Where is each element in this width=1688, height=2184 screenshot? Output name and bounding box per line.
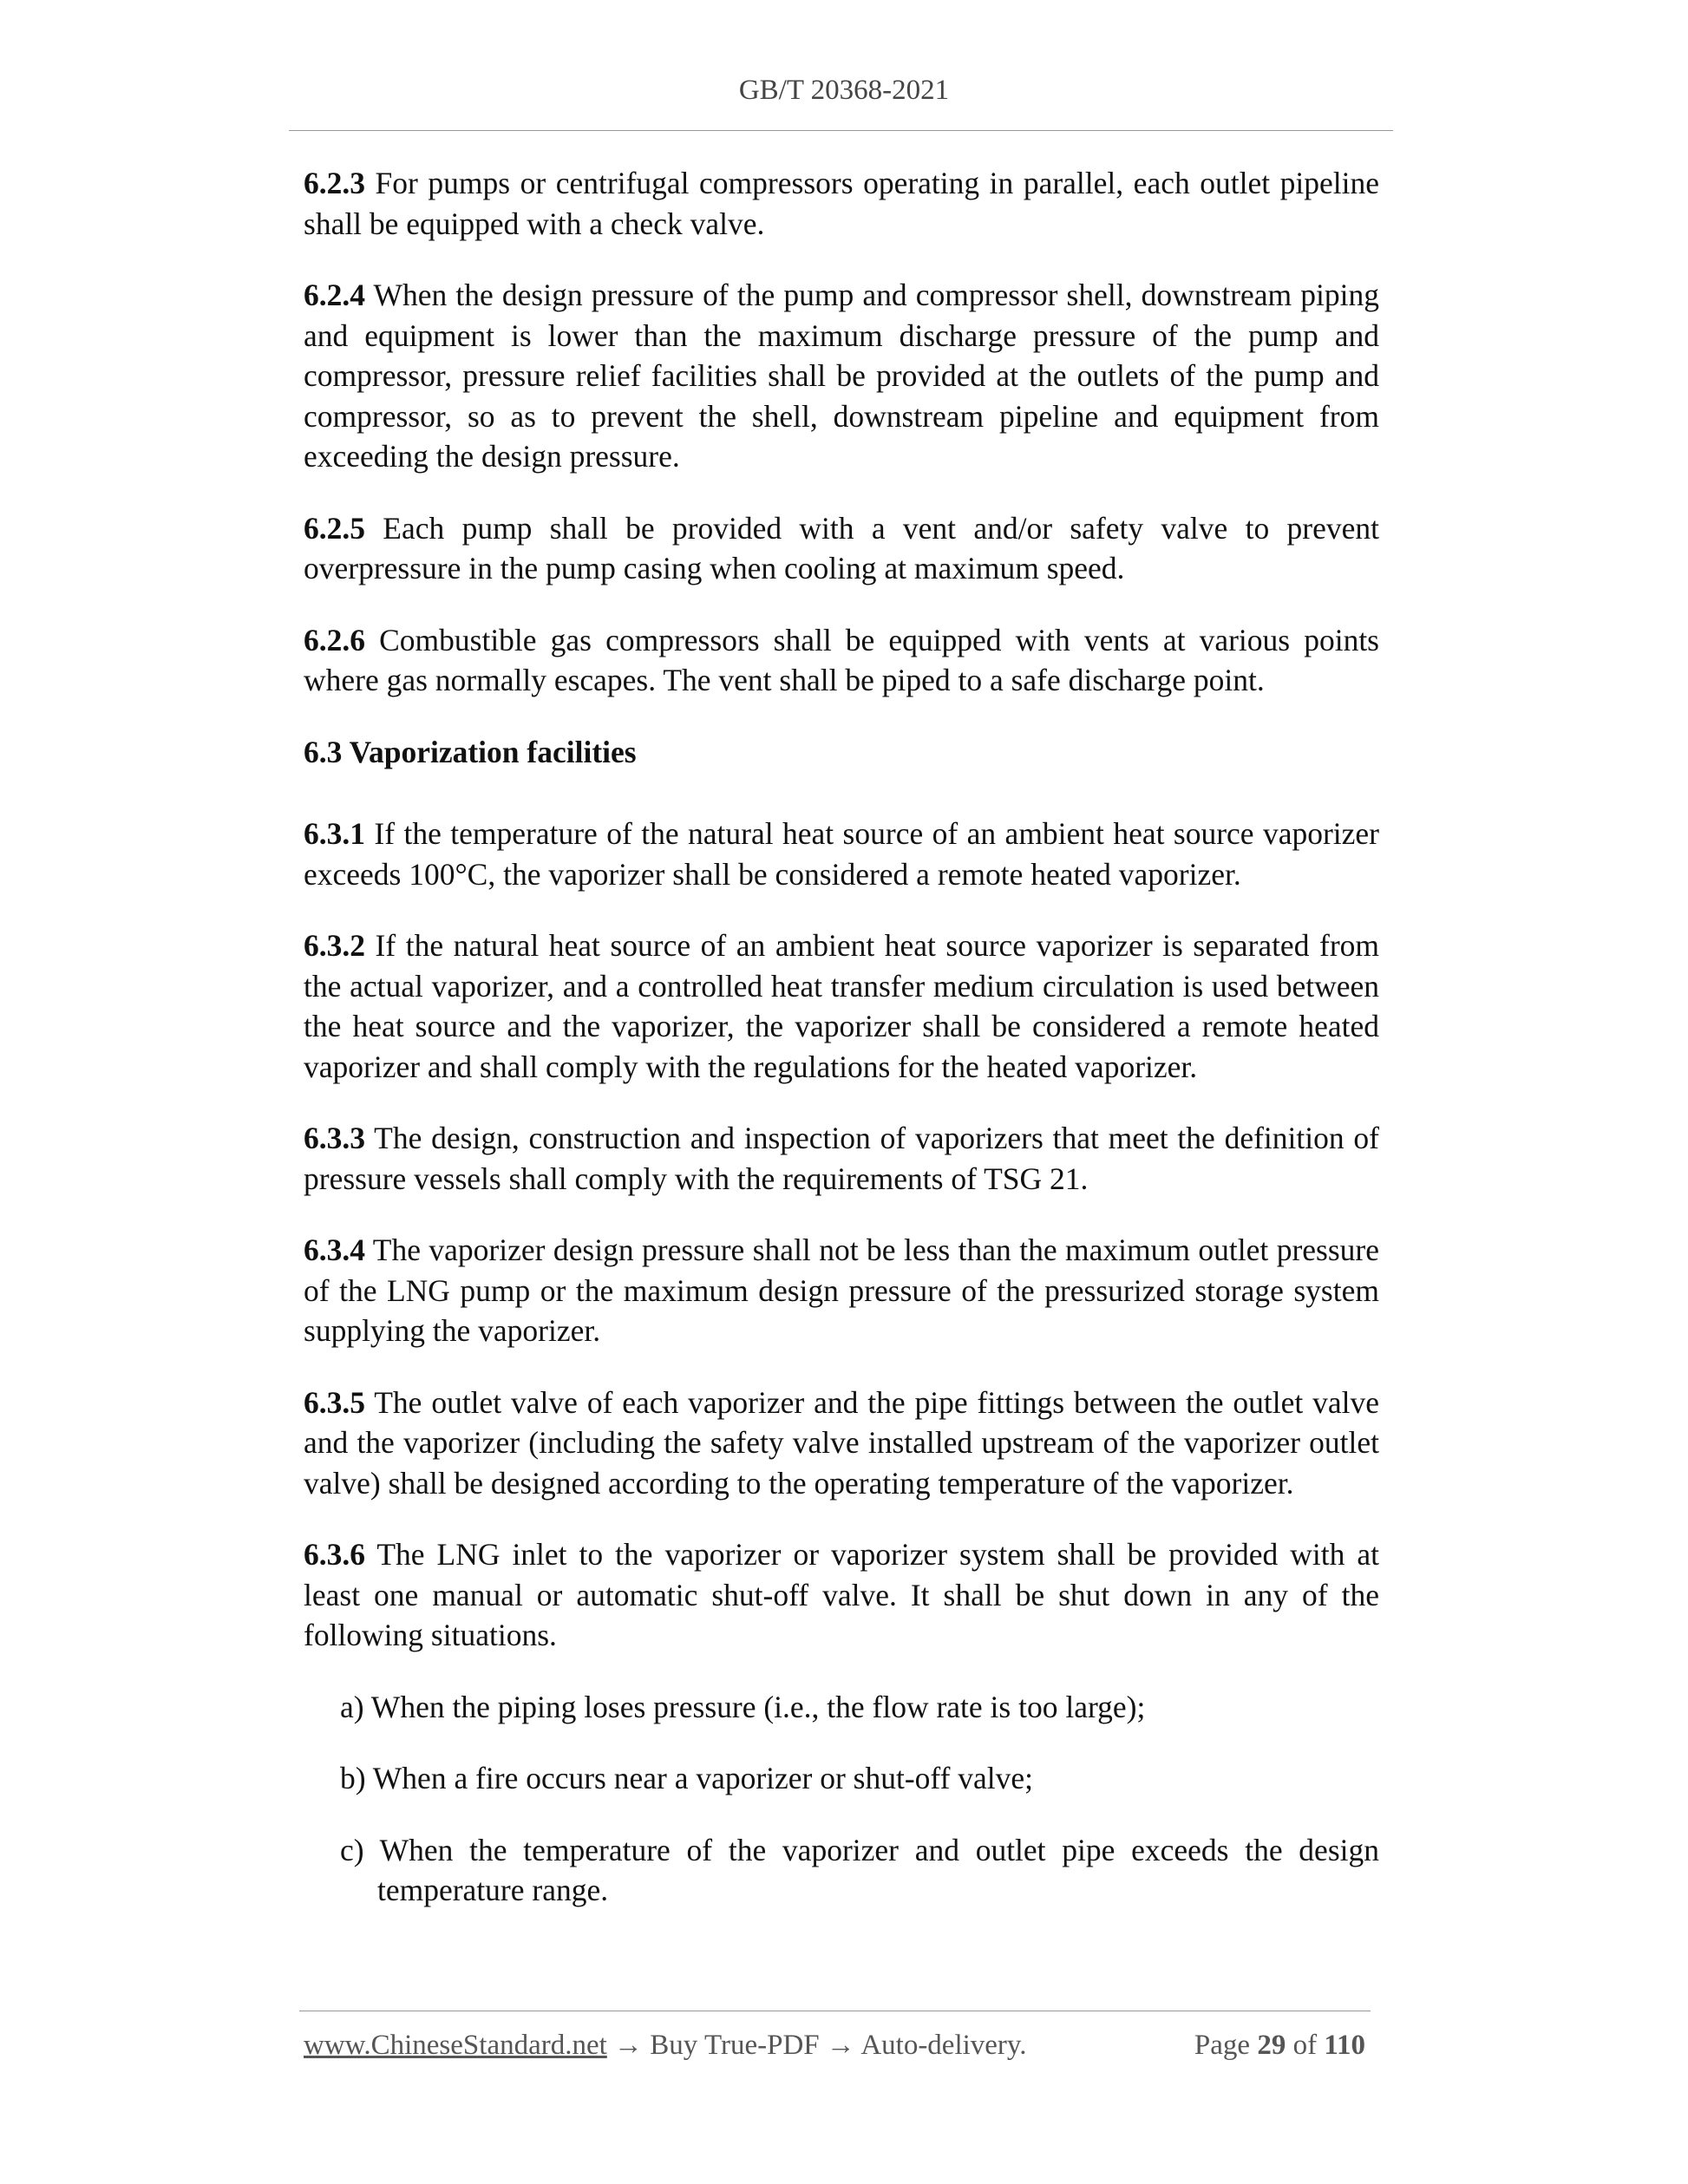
- clause-number: 6.3.2: [304, 928, 365, 963]
- buy-pdf-text: Buy True-PDF: [650, 2030, 820, 2061]
- clause-number: 6.3.3: [304, 1121, 365, 1155]
- clause-text: The vaporizer design pressure shall not be less than the maximum outlet pressure of the LNG pump or the maximum design pressure of the pressurized storage system supplying the vaporizer.: [304, 1233, 1379, 1348]
- page-of: of: [1292, 2030, 1318, 2061]
- clause-6-3-1: [304, 814, 1379, 894]
- auto-delivery-text: Auto-delivery.: [860, 2030, 1027, 2061]
- clause-text: For pumps or centrifugal compressors operating in parallel, each outlet pipeline shall be equipped with a check valve.: [304, 166, 1379, 241]
- clause-number: 6.3.4: [304, 1233, 365, 1267]
- arrow-icon: →: [819, 2030, 861, 2061]
- footer-promo: [304, 2030, 1027, 2062]
- clause-6-2-5: [304, 508, 1379, 589]
- clause-number: 6.3.1: [304, 816, 365, 851]
- clause-6-2-6: [304, 620, 1379, 701]
- page-number: [1194, 2030, 1365, 2062]
- clause-number: 6.2.6: [304, 622, 365, 657]
- clause-6-3-5: [304, 1383, 1379, 1504]
- clause-text: If the natural heat source of an ambient heat source vaporizer is separated from the actual vaporizer, and a controlled heat transfer medium circulation is used between the heat source and the vaporizer, the vaporizer shall be considered a remote heated vaporizer and shall comply with the regulations for the heated vaporizer.: [304, 928, 1379, 1084]
- clause-6-2-4: [304, 275, 1379, 477]
- document-id: GB/T 20368-2021: [738, 75, 950, 106]
- page-current: 29: [1257, 2030, 1286, 2061]
- clause-text: The LNG inlet to the vaporizer or vaporizer system shall be provided with at least one manual or automatic shut-off valve. It shall be shut down in any of the following situations.: [304, 1537, 1379, 1652]
- clause-text: The design, construction and inspection of vaporizers that meet the definition of pressure vessels shall comply with the requirements of TSG 21.: [304, 1121, 1379, 1196]
- clause-text: The outlet valve of each vaporizer and the pipe fittings between the outlet valve and the vaporizer (including the safety valve installed upstream of the vaporizer outlet valve) shall be designed according to the operating temperature of the vaporizer.: [304, 1384, 1379, 1501]
- document-body: [304, 163, 1379, 1942]
- clause-number: 6.2.3: [304, 166, 365, 200]
- clause-text: If the temperature of the natural heat source of an ambient heat source vaporizer exceeds 100°C, the vaporizer shall be considered a remote heated vaporizer.: [304, 816, 1379, 892]
- website-link[interactable]: www.ChineseStandard.net: [304, 2030, 607, 2061]
- clause-6-2-3: [304, 163, 1379, 244]
- page-total: 110: [1324, 2030, 1365, 2061]
- clause-number: 6.3.6: [304, 1537, 365, 1572]
- list-item-c: c) When the temperature of the vaporizer and outlet pipe exceeds the design temperature range.: [340, 1832, 1379, 1907]
- clause-number: 6.2.4: [304, 278, 365, 312]
- clause-number: 6.2.5: [304, 510, 365, 546]
- list-item-b: b) When a fire occurs near a vaporizer or shut-off valve;: [340, 1761, 1034, 1795]
- list-item-a: a) When the piping loses pressure (i.e., the flow rate is too large);: [340, 1689, 1146, 1724]
- clause-text: Combustible gas compressors shall be equipped with vents at various points where gas normally escapes. The vent shall be piped to a safe discharge point.: [304, 622, 1379, 697]
- arrow-icon: →: [606, 2030, 651, 2061]
- clause-6-3-6: [304, 1534, 1379, 1656]
- clause-text: When the design pressure of the pump and compressor shell, downstream piping and equipment is lower than the maximum discharge pressure of the pump and compressor, pressure relief facilities shall be provided at the outlets of the pump and compressor, so as to prevent the shell, downstream pipeline and equipment from exceeding the design pressure.: [304, 278, 1379, 474]
- clause-text: Each pump shall be provided with a vent and/or safety valve to prevent overpressure in the pump casing when cooling at maximum speed.: [304, 510, 1379, 585]
- clause-6-3-2: [304, 925, 1379, 1087]
- clause-number: 6.3.5: [304, 1384, 365, 1420]
- header-divider: [289, 130, 1393, 131]
- section-heading-6-3: 6.3 Vaporization facilities: [304, 734, 637, 769]
- page-label: Page: [1194, 2030, 1251, 2061]
- clause-6-3-4: [304, 1230, 1379, 1351]
- clause-6-3-3: [304, 1118, 1379, 1199]
